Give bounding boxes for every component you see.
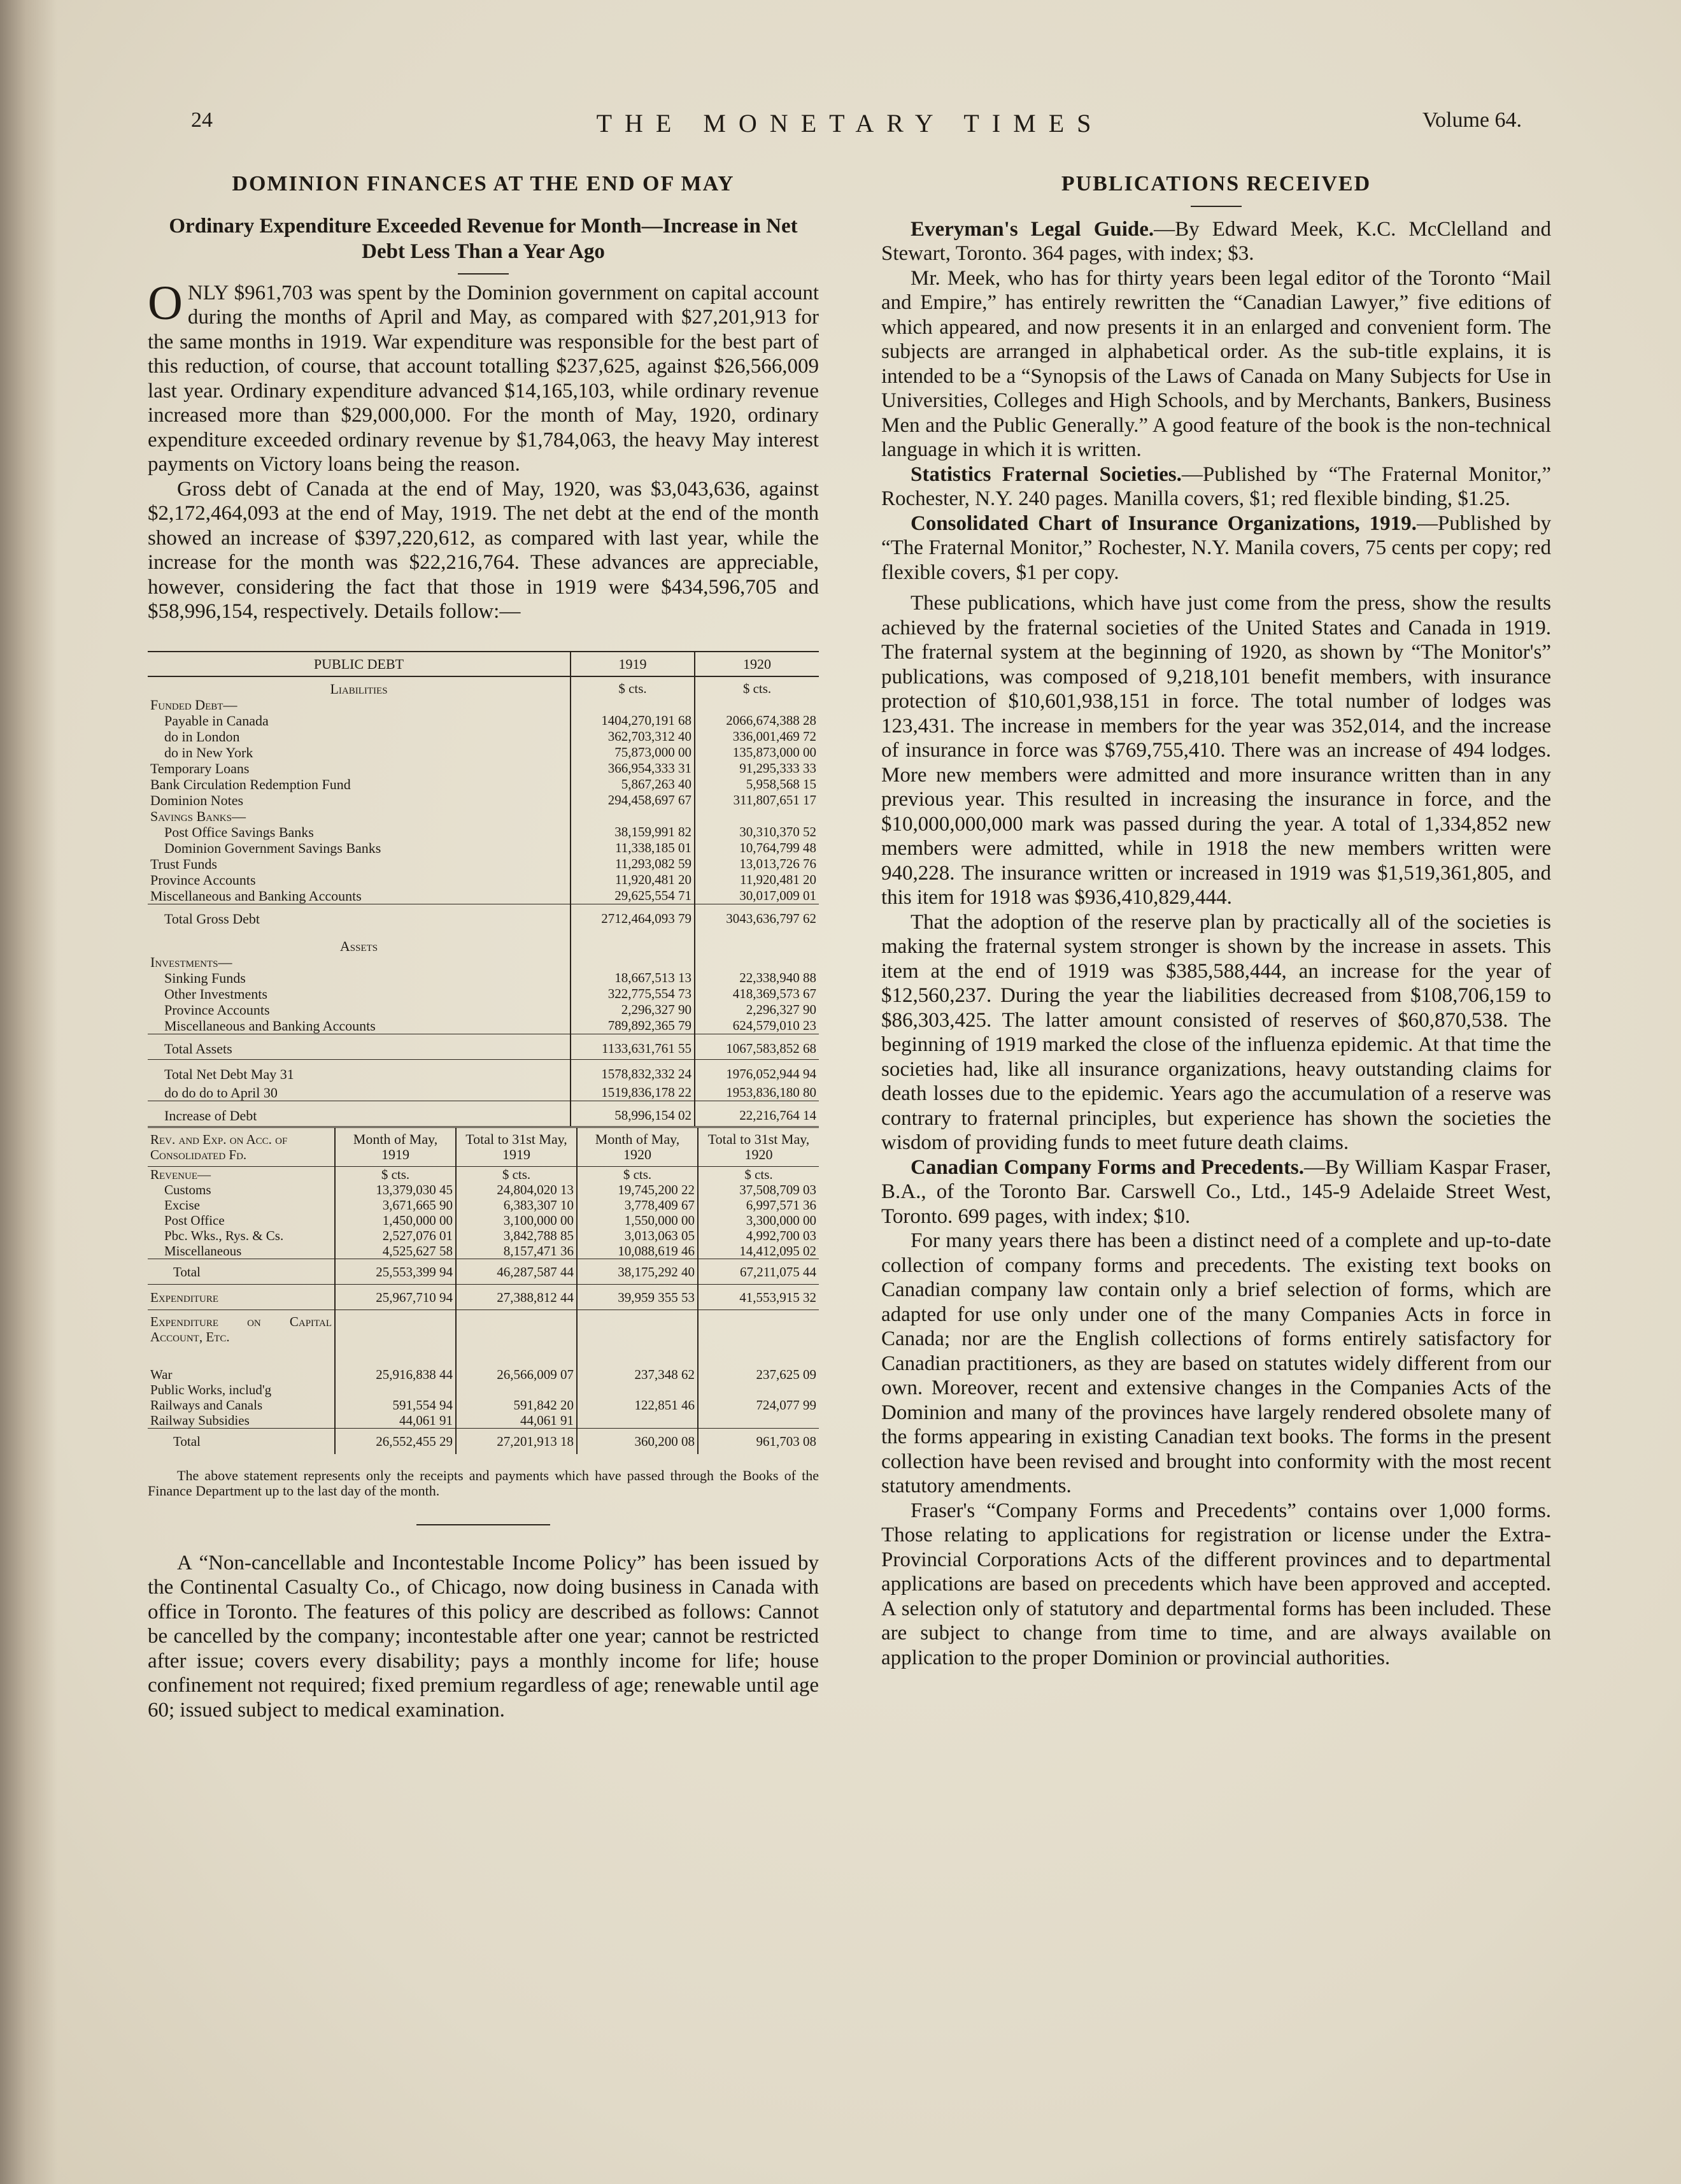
- table-row: Bank Circulation Redemption Fund 5,867,263 40 5,958,568 15: [148, 776, 819, 792]
- table-row: Miscellaneous 4,525,627 58 8,157,471 36 10,088,619 46 14,412,095 02: [148, 1243, 819, 1259]
- book-title: Statistics Fraternal Societies.: [911, 462, 1182, 486]
- liabilities-label: Liabilities: [330, 680, 388, 697]
- table-row: Trust Funds 11,293,082 59 13,013,726 76: [148, 856, 819, 872]
- table-row: Payable in Canada 1404,270,191 68 2066,674,388 28: [148, 713, 819, 729]
- drop-cap: O: [148, 276, 183, 330]
- table-row: Total Assets 1133,631,761 55 1067,583,852 68: [148, 1034, 819, 1059]
- divider: [1191, 206, 1242, 207]
- table-row: Other Investments 322,775,554 73 418,369,573 67: [148, 986, 819, 1002]
- book-entry: Canadian Company Forms and Precedents.—By William Kaspar Fraser, B.A., of the Toronto Bar. Carswell Co., Ltd., 145-9 Adelaide Street West, Toronto. 699 pages, with index; $10.: [881, 1155, 1551, 1228]
- rev-table-head: Rev. and Exp. on Acc. of Consolidated Fd.: [148, 1127, 335, 1166]
- book-entry: Everyman's Legal Guide.—By Edward Meek, K.C. McClelland and Stewart, Toronto. 364 pages, with index; $3.: [881, 217, 1551, 265]
- table-footnote: The above statement represents only the receipts and payments which have passed through the Books of the Finance Department up to the last day of the month.: [148, 1467, 819, 1499]
- paragraph-gross-debt: Gross debt of Canada at the end of May, 1920, was $3,043,636, against $2,172,464,093 at the end of May, 1919. The net debt at the end of the month showed an increase of $397,220,612, as compared with last year, while the increase for the month was $22,216,764. These advances are appreciable, however, considering the fact that those in 1919 were $434,596,705 and $58,996,154, respectively. Details follow:—: [148, 477, 819, 623]
- volume-label: Volume 64.: [1422, 108, 1522, 132]
- capital-account-label: Expenditure on Capital Account, Etc.: [148, 1310, 335, 1367]
- col-head: Total to 31st May, 1919: [456, 1127, 577, 1166]
- revenue-label: Revenue—: [150, 1166, 211, 1182]
- right-column: [881, 172, 1551, 1670]
- funded-debt-label: Funded Debt—: [150, 696, 238, 713]
- table-row: Railway Subsidies 44,061 91 44,061 91: [148, 1413, 819, 1429]
- table-row: Temporary Loans 366,954,333 31 91,295,333 33: [148, 760, 819, 776]
- binding-shadow: [0, 0, 57, 2184]
- paragraph-income-policy: A “Non-cancellable and Incontestable Income Policy” has been issued by the Continental Casualty Co., of Chicago, now doing business in Canada with office in Toronto. The features of this policy are described as follows: Cannot be cancelled by the company; incontestable after one year; cannot be restricted after issue; covers every disability; pays a monthly income for life; house confinement not required; fixed premium regardless of age; renewable until age 60; issued subject to medical examination.: [148, 1551, 819, 1722]
- table-row: War 25,916,838 44 26,566,009 07 237,348 62 237,625 09: [148, 1367, 819, 1382]
- col-head: Month of May, 1919: [335, 1127, 456, 1166]
- col-head-1920: 1920: [695, 652, 819, 676]
- book-title: Consolidated Chart of Insurance Organizations, 1919.: [911, 511, 1417, 535]
- paragraph-intro: ONLY $961,703 was spent by the Dominion government on capital account during the months of April and May, as compared with $27,201,913 for the same months in 1919. War expenditure was responsible for the best part of this reduction, of course, that account totalling $237,625, against $26,566,009 last year. Ordinary expenditure advanced $14,165,103, while ordinary revenue increased more than $29,000,000. For the month of May, 1920, ordinary expenditure exceeded ordinary revenue by $1,784,063, the heavy May interest payments on Victory loans being the reason.: [148, 276, 819, 476]
- table-row: Post Office 1,450,000 00 3,100,000 00 1,550,000 00 3,300,000 00: [148, 1213, 819, 1228]
- paragraph: These publications, which have just come from the press, show the results achieved by the fraternal societies of the United States and Canada in 1919. The fraternal system at the beginning of 1920, as shown by “The Monitor's” publications, was composed of 9,218,101 benefit members, with insurance protection of $10,601,938,151 in force. The total number of lodges was 123,431. The increase in members for the year was 352,014, and the increase of insurance in force was $769,755,410. There was an increase of 494 lodges. More new members were admitted and more insurance written than in any previous year. This resulted in increasing the insurance in force, and the $10,000,000,000 mark was passed during the year. A total of 1,334,852 new members were admitted, while in 1918 the new members written were 940,228. The insurance written or increased in 1919 was $1,519,361,805, and this item for 1918 was $936,410,829,444.: [881, 592, 1551, 909]
- table-row: Sinking Funds 18,667,513 13 22,338,940 88: [148, 970, 819, 986]
- table-row: Public Works, includ'g: [148, 1382, 819, 1397]
- table-row: Total 26,552,455 29 27,201,913 18 360,200 08 961,703 08: [148, 1429, 819, 1454]
- divider: [458, 273, 509, 275]
- table-row: Excise 3,671,665 90 6,383,307 10 3,778,409 67 6,997,571 36: [148, 1197, 819, 1213]
- table-row: Total Net Debt May 31 1578,832,332 24 1976,052,944 94: [148, 1059, 819, 1085]
- table-row: Miscellaneous and Banking Accounts 789,892,365 79 624,579,010 23: [148, 1018, 819, 1034]
- table-row: Province Accounts 2,296,327 90 2,296,327 90: [148, 1002, 819, 1018]
- investments-label: Investments—: [150, 953, 232, 970]
- unit-label: $ cts.: [695, 676, 819, 697]
- book-title: Canadian Company Forms and Precedents.: [911, 1155, 1305, 1179]
- table-row: Increase of Debt 58,996,154 02 22,216,764 14: [148, 1101, 819, 1126]
- assets-label: Assets: [339, 938, 378, 954]
- col-head: Month of May, 1920: [577, 1127, 698, 1166]
- table-row: do in London 362,703,312 40 336,001,469 72: [148, 729, 819, 745]
- table-row: Dominion Notes 294,458,697 67 311,807,651 17: [148, 792, 819, 808]
- table-row: do do do to April 30 1519,836,178 22 1953,836,180 80: [148, 1085, 819, 1101]
- col-head-1919: 1919: [571, 652, 695, 676]
- paragraph: For many years there has been a distinct need of a complete and up-to-date collection of company forms and precedents. The existing text books on Canadian company law contain only a brief selection of forms, which are adapted for use only under one of the many Companies Acts in force in Canada; nor are the English collections of forms entirely satisfactory for Canadian practitioners, as they are based on statutes widely different from our own. Moreover, recent and extensive changes in the Companies Acts of the Dominion and many of the provinces have largely rendered obsolete many of the forms appearing in existing Canadian text books. The forms in the present collection have been revised and brought into conformity with the most recent statutory amendments.: [881, 1229, 1551, 1497]
- table-row: Expenditure 25,967,710 94 27,388,812 44 39,959 355 53 41,553,915 32: [148, 1284, 819, 1310]
- col-head: Total to 31st May, 1920: [698, 1127, 819, 1166]
- revenue-expenditure-table: Rev. and Exp. on Acc. of Consolidated Fd. Month of May, 1919 Total to 31st May, 1919 Month of May, 1920 Total to 31st May, 1920 Revenue— $ cts. $ cts. $ cts. $ cts. Customs 13,379,030 45 24,804,020 13 19,745,200 22 37,508,709 03 Excise 3,671,665 90 6,383,307 10 3,778,409 67 6,997,571 36 Post Office 1,450,000 00 3,100,000 00 1,550,000 00 3,300,000 00 Pbc. Wks., Rys. & Cs. 2,527,076 01 3,842,788 85 3,013,063 05 4,992,700 03 Miscellaneous 4,525,627 58 8,157,471 36 10,088,619 46 14,412,095 02 Total 25,553,399 94 46,287,587 44 38,175,292 40 67,211,075 44 Expenditure 25,967,710 94 27,388,812 44 39,959 355 53 41,553,915 32 Expenditure on Capital Account, Etc. War 25,916,838 44 26,566,009 07 237,348 62 237,625 09 Public Works, includ'g Railways and Canals 591,554 94 591,842 20 122,851 46 724,077 99 Railway Subsidies 44,061 91 44,061 91 Total 26,552,455 29 27,201,913 18 360,200 08 961,703 08: [148, 1126, 819, 1454]
- table-row: Miscellaneous and Banking Accounts 29,625,554 71 30,017,009 01: [148, 888, 819, 904]
- left-column: [148, 172, 819, 1722]
- publications-heading: PUBLICATIONS RECEIVED: [1061, 172, 1372, 196]
- table-row: Total 25,553,399 94 46,287,587 44 38,175,292 40 67,211,075 44: [148, 1259, 819, 1284]
- table-row: Railways and Canals 591,554 94 591,842 20 122,851 46 724,077 99: [148, 1397, 819, 1413]
- article-subheading: Ordinary Expenditure Exceeded Revenue for Month—Increase in Net Debt Less Than a Year Ago: [169, 214, 798, 263]
- table-title: PUBLIC DEBT: [148, 652, 571, 676]
- article-heading: DOMINION FINANCES AT THE END OF MAY: [232, 172, 735, 196]
- running-header: [185, 108, 1522, 146]
- unit-label: $ cts.: [571, 676, 695, 697]
- table-row: Province Accounts 11,920,481 20 11,920,481 20: [148, 872, 819, 888]
- publication-title: THE MONETARY TIMES: [596, 109, 1104, 138]
- table-row: Post Office Savings Banks 38,159,991 82 30,310,370 52: [148, 824, 819, 840]
- book-title: Everyman's Legal Guide.: [911, 217, 1154, 241]
- paragraph: Fraser's “Company Forms and Precedents” contains over 1,000 forms. Those relating to applications for registration or license under the Extra-Provincial Corporations Acts of the different provinces and to departmental applications are based on precedents which have been approved and accepted. A selection only of statutory and departmental forms has been included. These are subject to change from time to time, and are always available on application to the proper Dominion or provincial authorities.: [881, 1499, 1551, 1669]
- table-row: Dominion Government Savings Banks 11,338,185 01 10,764,799 48: [148, 840, 819, 856]
- savings-banks-label: Savings Banks—: [150, 808, 246, 824]
- book-entry: Consolidated Chart of Insurance Organizations, 1919.—Published by “The Fraternal Monitor,” Rochester, N.Y. Manila covers, 75 cents per copy; red flexible covers, $1 per copy.: [881, 511, 1551, 584]
- page-number: 24: [191, 108, 213, 132]
- paragraph: Mr. Meek, who has for thirty years been legal editor of the Toronto “Mail and Empire,” has entirely rewritten the “Canadian Lawyer,” five editions of which appeared, and now presents it in an enlarged and convenient form. The subjects are arranged in alphabetical order. As the sub-title explains, it is intended to be a “Synopsis of the Laws of Canada on Many Subjects for Use in Universities, Colleges and High Schools, and by Merchants, Bankers, Business Men and the Public Generally.” A good feature of the book is the non-technical language in which it is written.: [881, 266, 1551, 461]
- book-entry: Statistics Fraternal Societies.—Published by “The Fraternal Monitor,” Rochester, N.Y. 240 pages. Manilla covers, $1; red flexible binding, $1.25.: [881, 462, 1552, 510]
- table-row: do in New York 75,873,000 00 135,873,000 00: [148, 745, 819, 760]
- divider: [416, 1524, 550, 1525]
- table-row: Customs 13,379,030 45 24,804,020 13 19,745,200 22 37,508,709 03: [148, 1182, 819, 1197]
- paragraph: That the adoption of the reserve plan by practically all of the societies is making the fraternal system stronger is shown by the increase in assets. This item at the end of 1919 was $385,588,444, an increase for the year of $12,560,237. During the year the liabilities decreased from $108,706,159 to $86,303,425. The latter amount consisted of reserves of $60,870,538. The beginning of 1919 marked the close of the influenza epidemic. At that time the societies had, like all insurance organizations, heavy outstanding claims for death losses due to the epidemic. Years ago the accumulation of a reserve was contrary to fraternal principles, but experience has shown the societies the wisdom of providing funds to meet future death claims.: [881, 910, 1551, 1154]
- public-debt-table: [148, 651, 819, 1126]
- table-row: Total Gross Debt 2712,464,093 79 3043,636,797 62: [148, 904, 819, 929]
- table-row: Pbc. Wks., Rys. & Cs. 2,527,076 01 3,842,788 85 3,013,063 05 4,992,700 03: [148, 1228, 819, 1243]
